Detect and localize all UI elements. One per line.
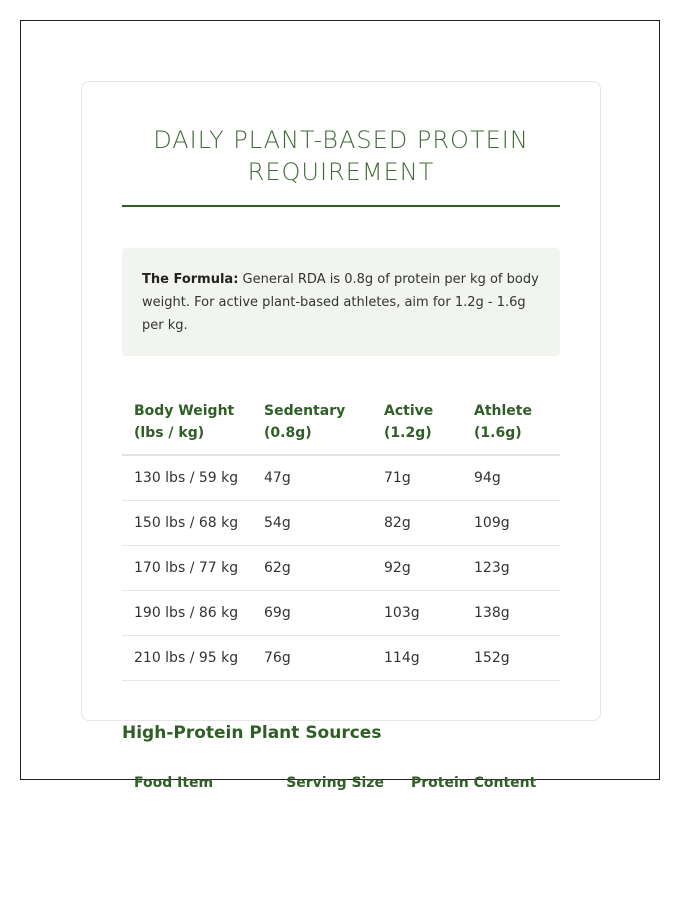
- formula-label: The Formula:: [142, 272, 239, 287]
- table-row: [122, 591, 560, 636]
- header-active: Active (1.2g): [372, 390, 462, 455]
- header-sedentary: Sedentary (0.8g): [252, 390, 372, 455]
- cell-body-weight: 130 lbs / 59 kg: [122, 455, 252, 501]
- header-protein-content: Protein Content: [411, 775, 537, 791]
- cell-sedentary: 47g: [252, 455, 372, 501]
- cell-athlete: 123g: [462, 546, 560, 591]
- cell-athlete: 94g: [462, 455, 560, 501]
- cell-athlete: 109g: [462, 501, 560, 546]
- table-row: [122, 501, 560, 546]
- cell-sedentary: 76g: [252, 636, 372, 681]
- cell-active: 92g: [372, 546, 462, 591]
- formula-text: General RDA is 0.8g of protein per kg of body weight. For active plant-based athletes, aim for 1.2g - 1.6g per kg.: [142, 272, 539, 333]
- header-serving-size: Serving Size: [286, 775, 384, 791]
- header-athlete: Athlete (1.6g): [462, 390, 560, 455]
- cell-body-weight: 190 lbs / 86 kg: [122, 591, 252, 636]
- table-row: [122, 455, 560, 501]
- sources-table-header: [122, 775, 560, 791]
- cell-sedentary: 69g: [252, 591, 372, 636]
- cell-sedentary: 54g: [252, 501, 372, 546]
- header-food-item: Food Item: [134, 775, 214, 791]
- cell-athlete: 138g: [462, 591, 560, 636]
- cell-athlete: 152g: [462, 636, 560, 681]
- cell-body-weight: 170 lbs / 77 kg: [122, 546, 252, 591]
- cell-body-weight: 210 lbs / 95 kg: [122, 636, 252, 681]
- protein-requirement-table: [122, 390, 560, 681]
- table-row: [122, 546, 560, 591]
- cell-body-weight: 150 lbs / 68 kg: [122, 501, 252, 546]
- title-divider: [122, 205, 560, 207]
- cell-active: 103g: [372, 591, 462, 636]
- sources-section-title: High-Protein Plant Sources: [122, 723, 382, 743]
- formula-box: [122, 248, 560, 356]
- page-title: DAILY PLANT-BASED PROTEIN REQUIREMENT: [153, 126, 529, 186]
- table-row: [122, 636, 560, 681]
- cell-active: 114g: [372, 636, 462, 681]
- header-body-weight: Body Weight (lbs / kg): [122, 390, 252, 455]
- cell-active: 71g: [372, 455, 462, 501]
- cell-active: 82g: [372, 501, 462, 546]
- cell-sedentary: 62g: [252, 546, 372, 591]
- table-header-row: [122, 390, 560, 455]
